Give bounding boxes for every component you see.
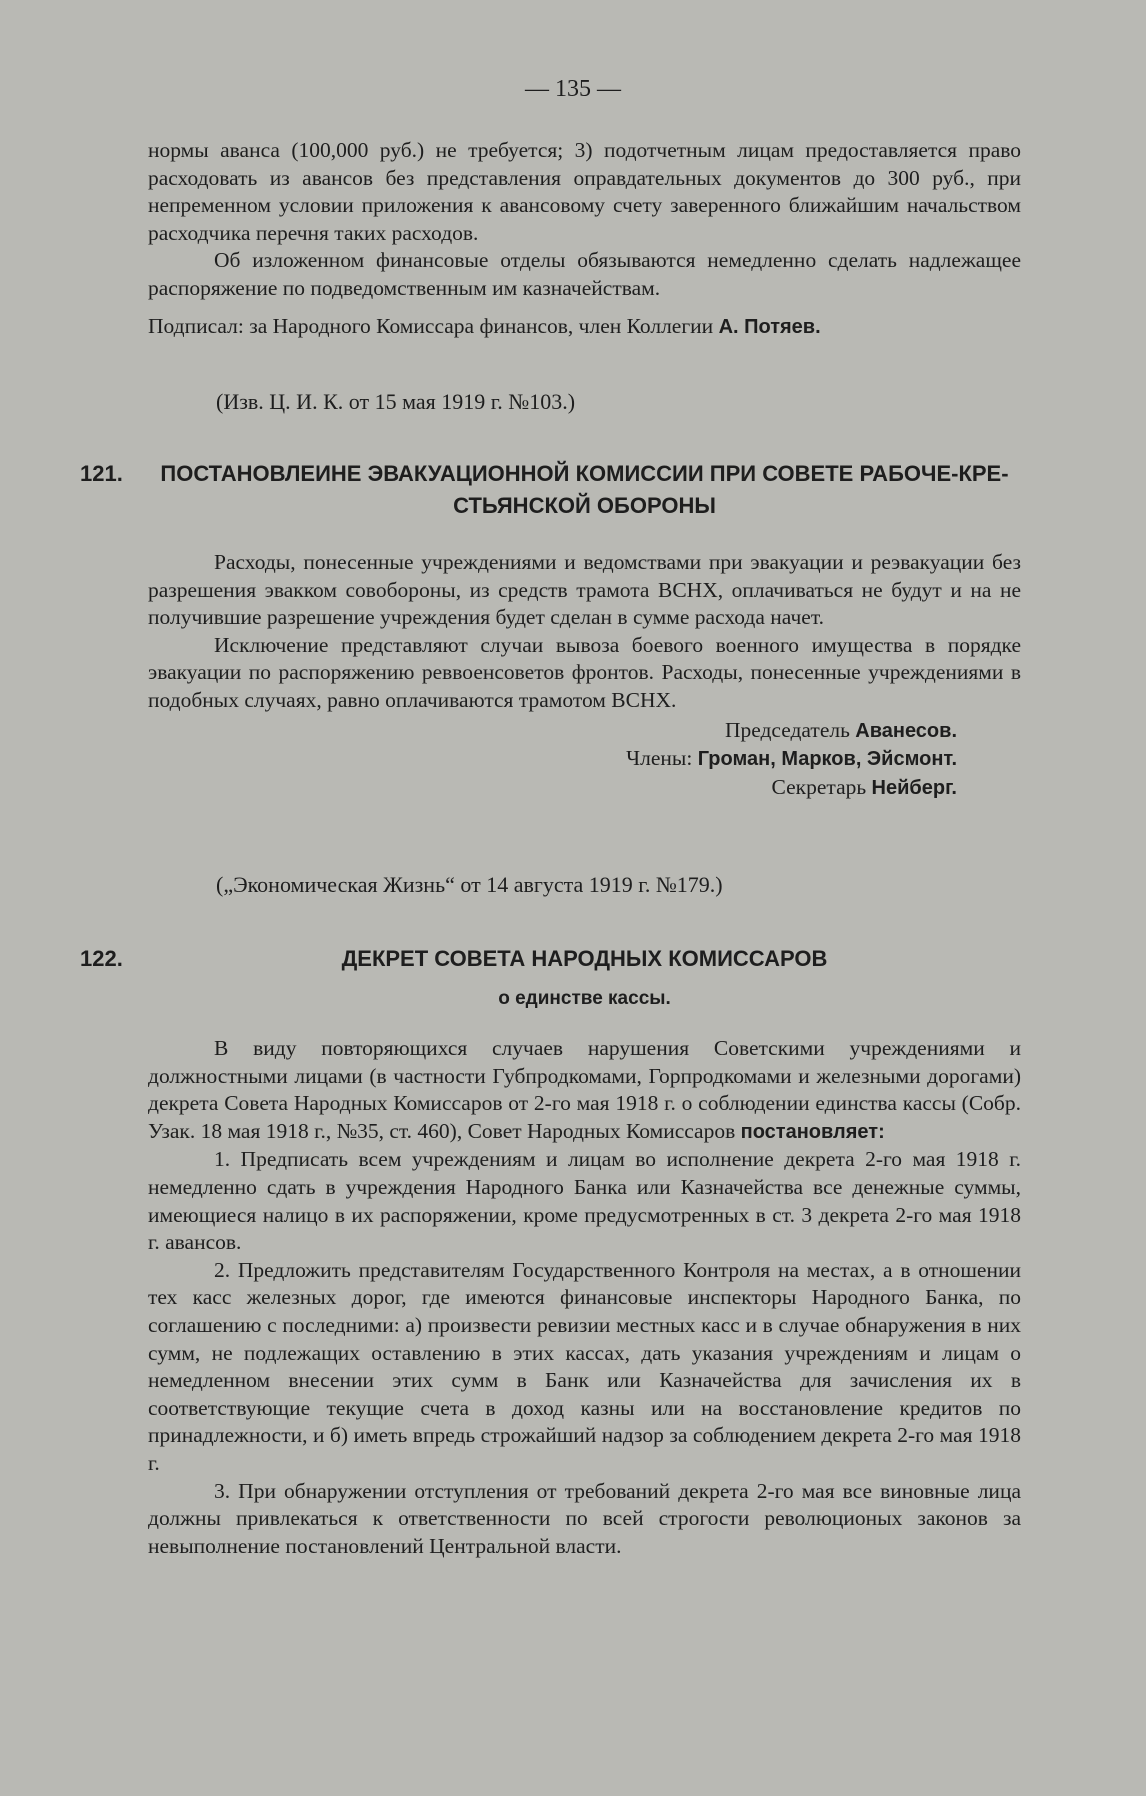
source-reference-2: („Экономическая Жизнь“ от 14 августа 1919 г. №179.)	[216, 872, 723, 897]
chairman-line	[148, 717, 1021, 746]
section-121-body	[148, 549, 1021, 802]
section-122-body	[148, 1035, 1021, 1560]
chairman-name: Аванесов.	[855, 719, 957, 742]
section-122-subtitle: о единстве кассы.	[498, 988, 671, 1009]
decree-intro-text: В виду повторяющихся случаев нарушения Советскими учреждениями и должностными лицами (в частности Губпродкомами, Горпродкомами и железными дорогами) декрета Совета Народных Комиссаров от 2-го мая 1918 г. о соблюдении единства кассы (Собр. Узак. 18 мая 1918 г., №35, ст. 460), Совет Народных Комиссаров	[148, 1036, 1021, 1143]
section-121-paragraph-2: Исключение представляют случаи вывоза боевого военного имущества в порядке эвакуации по распоряжению реввоенсоветов фронтов. Расходы, понесенные учреждениями в подобных случаях, равно оплачиваются трамотом ВСНХ.	[148, 632, 1021, 712]
decree-item-2: 2. Предложить представителям Государственного Контроля на местах, а в отношении тех касс железных дорог, где имеются финансовые инспекторы Народного Банка, по соглашению с последними: а) произвести ревизии местных касс и в случае обнаружения в них сумм, не подлежащих оставлению в этих кассах, дать указания учреждениям и лицам о немедленном внесении этих сумм в Банк или Казначейства для зачисления их в соответствующие текущие счета в доход казны или на восстановление кредитов по принадлежности, и б) иметь впредь строжайший надзор за соблюдением декрета 2-го мая 1918 г.	[148, 1257, 1021, 1475]
block-continuation	[148, 137, 1021, 341]
members-names: Громан, Марков, Эйсмонт.	[697, 748, 957, 771]
continuation-paragraph: нормы аванса (100,000 руб.) не требуется; 3) подотчетным лицам предоставляется право расходовать из авансов без представления оправдательных документов до 300 руб., при непременном условии приложения к авансовому счету заверенного ближайшим начальством расходчика перечня таких расходов.	[148, 138, 1021, 245]
decree-item-3: 3. При обнаружении отступления от требований декрета 2-го мая все виновные лица должны привлекаться к ответственности по всей строгости революционых законов за невыполнение постановлений Центральной власти.	[148, 1478, 1021, 1558]
decree-intro	[148, 1035, 1021, 1146]
secretary-line	[148, 774, 1021, 803]
section-122-number: 122.	[80, 946, 123, 971]
signature-line	[148, 313, 1021, 342]
section-121-title-line1: ПОСТАНОВЛЕИНЕ ЭВАКУАЦИОННОЙ КОМИССИИ ПРИ СОВЕТЕ РАБОЧЕ-КРЕ-	[160, 461, 1009, 486]
section-121-paragraph-1: Расходы, понесенные учреждениями и ведомствами при эвакуации и реэвакуации без разрешения эвакком совобороны, из средств трамота ВСНХ, оплачиваться не будут и на не получившие разрешение учреждения будет сделан в сумме расхода начет.	[148, 550, 1021, 630]
members-label: Члены:	[626, 746, 693, 771]
signature-prefix: Подписал: за Народного Комиссара финансов, член Коллегии	[148, 313, 714, 338]
decree-resolves: постановляет:	[740, 1120, 885, 1143]
signature-name: А. Потяев.	[718, 315, 821, 338]
instruction-paragraph: Об изложенном финансовые отделы обязываются немедленно сделать надлежащее распоряжение по подведомственным им казначействам.	[148, 248, 1021, 300]
secretary-name: Нейберг.	[871, 776, 957, 799]
secretary-label: Секретарь	[771, 774, 867, 799]
section-122-title: ДЕКРЕТ СОВЕТА НАРОДНЫХ КОМИССАРОВ	[341, 946, 828, 971]
page-number: — 135 —	[525, 76, 621, 102]
signatures-block	[148, 717, 1021, 803]
source-reference-1: (Изв. Ц. И. К. от 15 мая 1919 г. №103.)	[216, 389, 576, 414]
decree-item-1: 1. Предписать всем учреждениям и лицам во исполнение декрета 2-го мая 1918 г. немедленно сдать в учреждения Народного Банка или Казначейства все денежные суммы, имеющиеся налицо в их распоряжении, кроме предусмотренных в ст. 3 декрета 2-го мая 1918 г. авансов.	[148, 1147, 1021, 1255]
section-121-number: 121.	[80, 461, 123, 486]
section-121-title-line2: СТЬЯНСКОЙ ОБОРОНЫ	[453, 493, 716, 518]
chairman-label: Председатель	[724, 717, 850, 742]
members-line	[148, 745, 1021, 774]
section-121-title	[148, 458, 1021, 522]
